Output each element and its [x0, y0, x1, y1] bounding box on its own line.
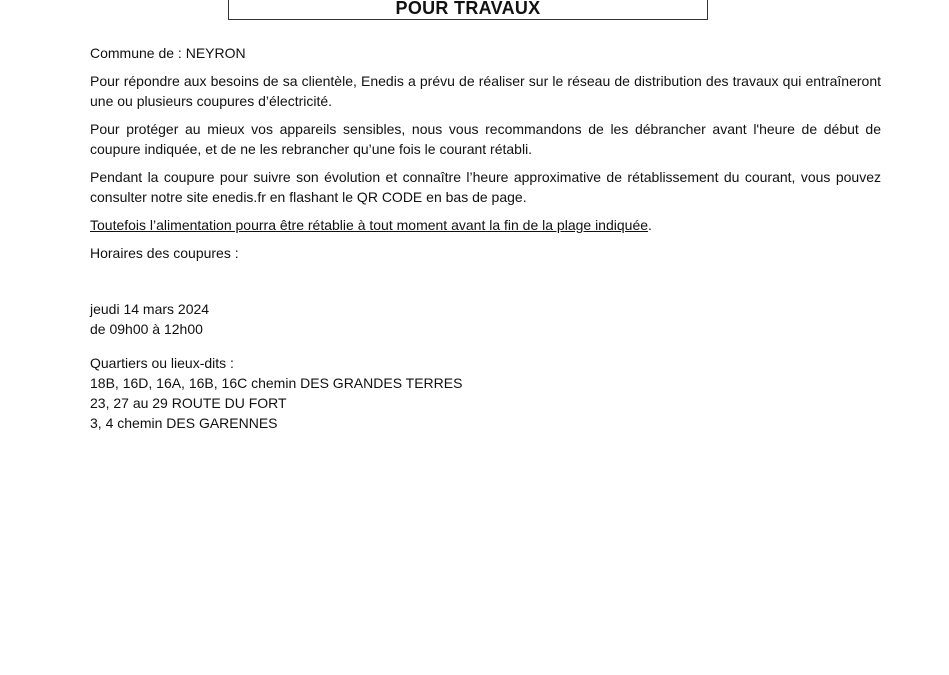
title-box	[228, 0, 708, 20]
location-item: 18B, 16D, 16A, 16B, 16C chemin DES GRANDES TERRES	[90, 375, 463, 391]
early-restore-period: .	[648, 217, 652, 233]
location-item: 23, 27 au 29 ROUTE DU FORT	[90, 395, 287, 411]
document-title: POUR TRAVAUX	[395, 0, 541, 18]
locations-heading: Quartiers ou lieux-dits :	[90, 355, 234, 371]
paragraph-works: Pour répondre aux besoins de sa clientèle, Enedis a prévu de réaliser sur le réseau de distribution des travaux qui entraîneront une ou plusieurs coupures d’électricité.	[90, 73, 881, 109]
schedule-heading: Horaires des coupures :	[90, 245, 239, 261]
schedule-date: jeudi 14 mars 2024	[90, 301, 210, 317]
commune-line: Commune de : NEYRON	[90, 45, 246, 61]
early-restore-underlined-text: Toutefois l’alimentation pourra être rétablie à tout moment avant la fin de la plage indiquée	[90, 217, 649, 233]
notice-body	[90, 43, 881, 433]
location-item: 3, 4 chemin DES GARENNES	[90, 415, 278, 431]
paragraph-follow-outage: Pendant la coupure pour suivre son évolution et connaître l’heure approximative de rétablissement du courant, vous pouvez consulter notre site enedis.fr en flashant le QR CODE en bas de page.	[90, 169, 881, 205]
schedule-time: de 09h00 à 12h00	[90, 321, 203, 337]
paragraph-protect-devices: Pour protéger au mieux vos appareils sensibles, nous vous recommandons de les débrancher avant l'heure de début de coupure indiquée, et de ne les rebrancher qu’une fois le courant rétabli.	[90, 121, 881, 157]
paragraph-early-restore	[90, 215, 881, 235]
